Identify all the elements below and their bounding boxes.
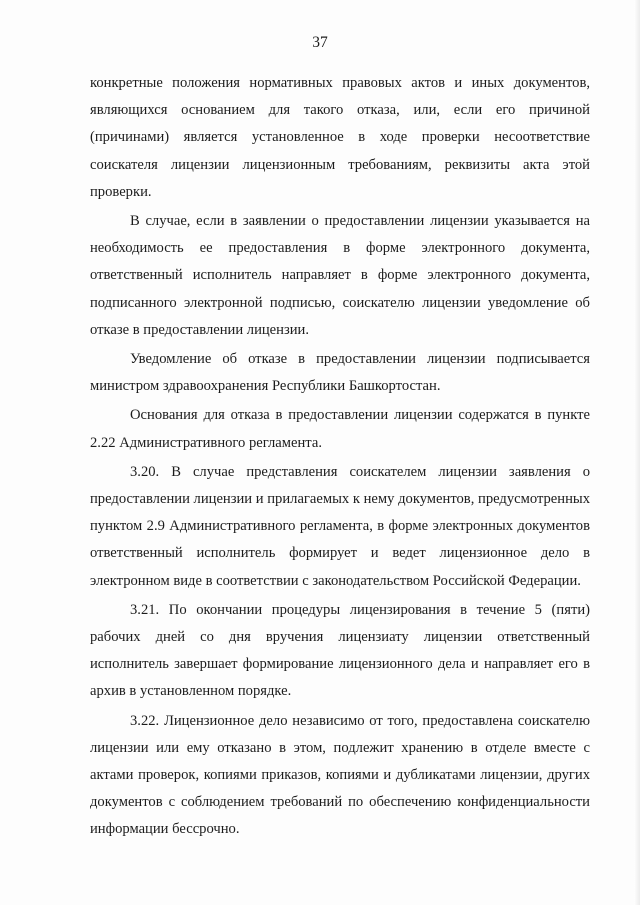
paragraph-3-20: 3.20. В случае представления соискателем лицензии заявления о предоставлении лицензии и прилагаемых к нему документов, предусмотренных пунктом 2.9 Административного регламента, в форме электронных документов ответственный исполнитель формирует и ведет лицензионное дело в электронном виде в соответствии с законодательством Российской Федерации. [90,463,590,589]
paragraph-continuation: конкретные положения нормативных правовых актов и иных документов, являющихся основанием для такого отказа, или, если его причиной (причинами) является установленное в ходе проверки несоответствие соискателя лицензии лицензионным требованиям, реквизиты акта этой проверки. [90,75,590,200]
paragraph-electronic-notice: В случае, если в заявлении о предоставлении лицензии указывается на необходимость ее предоставления в форме электронного документа, ответственный исполнитель направляет в форме электронного документа, подписанного электронной подписью, соискателю лицензии уведомление об отказе в предоставлении лицензии. [90,213,590,338]
paragraph-3-21: 3.21. По окончании процедуры лицензирования в течение 5 (пяти) рабочих дней со дня вручения лицензиату лицензии ответственный исполнитель завершает формирование лицензионного дела и направляет его в архив в установленном порядке. [90,601,590,700]
paragraph-refusal-grounds: Основания для отказа в предоставлении лицензии содержатся в пункте 2.22 Административного регламента. [90,407,590,451]
paragraph-3-22: 3.22. Лицензионное дело независимо от того, предоставлена соискателю лицензии или ему отказано в этом, подлежит хранению в отделе вместе с актами проверок, копиями приказов, копиями и дубликатами лицензии, других документов с соблюдением требований по обеспечению конфиденциальности информации бессрочно. [90,712,590,838]
page-edge-shadow [634,0,640,905]
page-number: 37 [312,34,328,51]
paragraph-notice-signature: Уведомление об отказе в предоставлении лицензии подписывается министром здравоохранения Республики Башкортостан. [90,351,590,395]
document-body [90,70,590,844]
